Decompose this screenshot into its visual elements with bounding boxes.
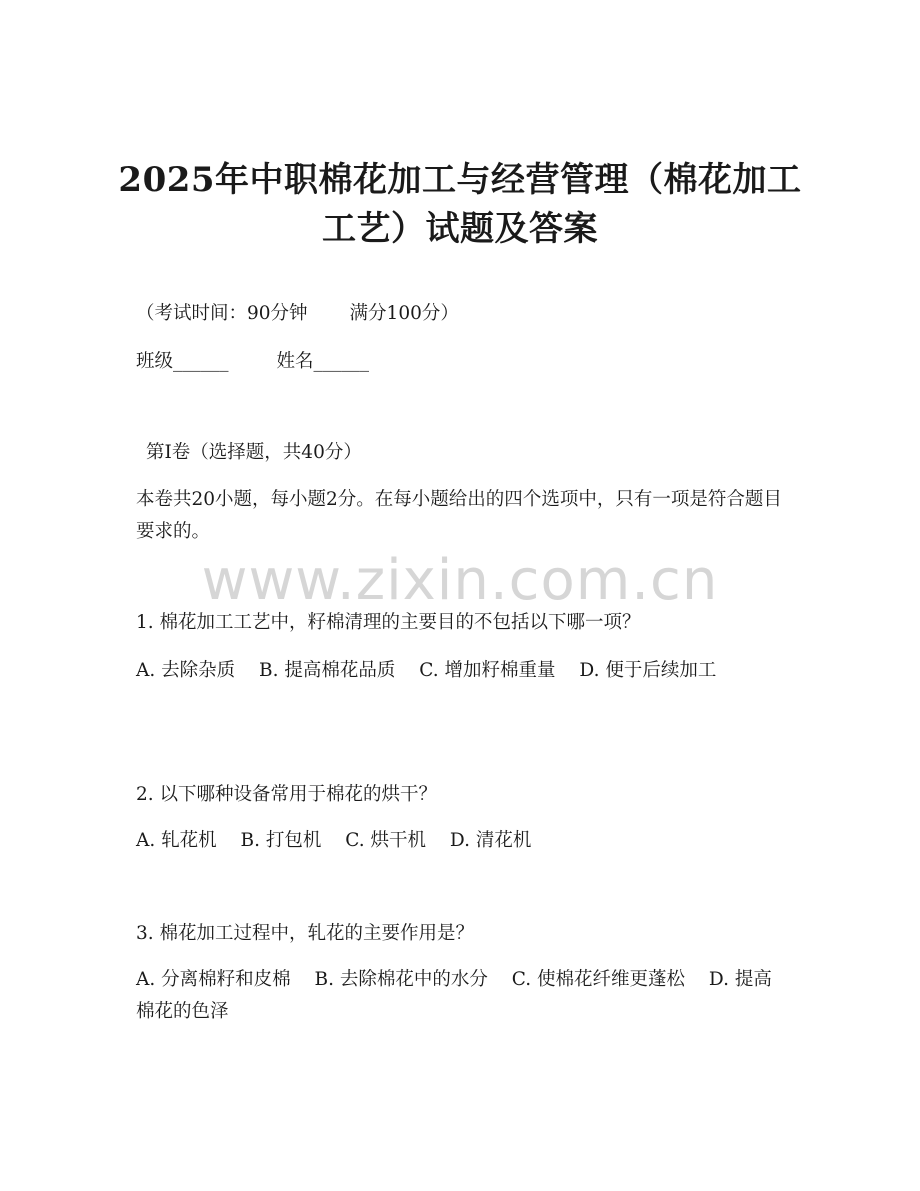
class-field: 班级______ (136, 351, 229, 372)
question-options (136, 655, 781, 687)
option-a: A. 轧花机 (136, 830, 217, 851)
option-d: D. 清花机 (449, 830, 532, 851)
section-heading: 第Ⅰ卷（选择题，共40分） (146, 442, 362, 463)
option-d: D. 提高棉花的色泽 (136, 969, 772, 1022)
option-a: A. 分离棉籽和皮棉 (136, 969, 291, 990)
document-title-line-1: 2025年中职棉花加工与经营管理（棉花加工 (118, 160, 802, 200)
watermark: www.zixin.com.cn (201, 548, 719, 613)
document-title-line-2: 工艺）试题及答案 (322, 209, 598, 249)
question-options (136, 964, 781, 1028)
option-a: A. 去除杂质 (136, 660, 236, 681)
exam-time: （考试时间：90分钟 (136, 303, 308, 324)
exam-full-score: 满分100分） (349, 303, 459, 324)
option-d: D. 便于后续加工 (579, 660, 717, 681)
name-field: 姓名______ (276, 351, 370, 372)
section-instruction: 本卷共20小题，每小题2分。在每小题给出的四个选项中，只有一项是符合题目要求的。 (136, 489, 782, 542)
question-options (136, 825, 786, 857)
option-c: C. 烘干机 (345, 830, 427, 851)
option-c: C. 使棉花纤维更蓬松 (511, 969, 686, 990)
option-b: B. 去除棉花中的水分 (314, 969, 488, 990)
exam-info (136, 298, 786, 330)
question-stem: 3. 棉花加工过程中，轧花的主要作用是？ (136, 923, 475, 944)
option-b: B. 打包机 (240, 830, 322, 851)
student-info (136, 346, 786, 378)
option-c: C. 增加籽棉重量 (419, 660, 556, 681)
question-stem: 2. 以下哪种设备常用于棉花的烘干？ (136, 784, 438, 805)
option-b: B. 提高棉花品质 (259, 660, 396, 681)
question-stem: 1. 棉花加工工艺中，籽棉清理的主要目的不包括以下哪一项？ (136, 612, 641, 633)
